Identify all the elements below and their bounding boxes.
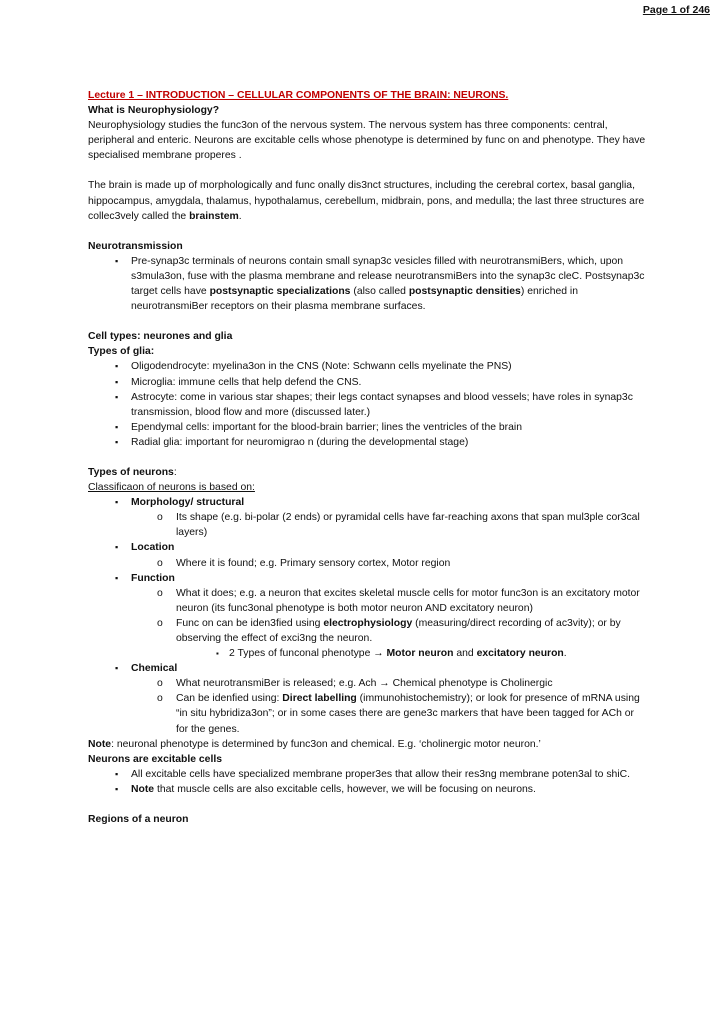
list-item: ▪ Pre-synap3c terminals of neurons contain small synap3c vesicles filled with neurotransmiBers, which, upon s3mula3on, fuse with the plasma membrane and release neurotransmiBers into the synap3c cleC. Postsynap3c target cells have postsynaptic specializations (also called postsynaptic densities) enriched in neurotransmiBer receptors on their plasma membrane surfaces. (88, 254, 648, 314)
neurotransmission-list (88, 254, 648, 314)
sub-list-item: o Can be idenfied using: Direct labelling (immunohistochemistry); or look for presence of mRNA using “in situ hybridiza3on”; or in some cases there are gene3c markers that have been tagged for ACh or for the genes. (88, 691, 648, 736)
sub-sub-list-item: ▪ 2 Types of funconal phenotype → Motor neuron and excitatory neuron. (88, 646, 648, 661)
list-item: ▪ Note that muscle cells are also excitable cells, however, we will be focusing on neurons. (88, 782, 648, 797)
heading-excitable-cells: Neurons are excitable cells (88, 753, 222, 765)
sub-list-item: o Its shape (e.g. bi-polar (2 ends) or pyramidal cells have far-reaching axons that span mul3ple cor3cal layers) (88, 510, 648, 540)
heading-neurotransmission: Neurotransmission (88, 240, 183, 252)
list-item: ▪ Function (88, 571, 648, 586)
list-item: ▪ Location (88, 540, 648, 555)
heading-types-of-neurons: Types of neurons: (88, 466, 177, 478)
list-item: ▪ All excitable cells have specialized membrane proper3es that allow their res3ng membrane poten3al to shiC. (88, 767, 648, 782)
heading-cell-types: Cell types: neurones and glia (88, 331, 233, 343)
note-phenotype: Note: neuronal phenotype is determined by func3on and chemical. E.g. ‘cholinergic motor neuron.’ (88, 738, 541, 750)
sub-list-item: o What it does; e.g. a neuron that excites skeletal muscle cells for motor func3on is an excitatory motor neuron (its func3onal phenotype is both motor neuron AND excitatory neuron) (88, 586, 648, 616)
classification-line: Classificaon of neurons is based on: (88, 482, 255, 494)
list-item: ▪ Chemical (88, 661, 648, 676)
list-item: ▪ Oligodendrocyte: myelina3on in the CNS (Note: Schwann cells myelinate the PNS) (88, 359, 648, 374)
heading-types-of-glia: Types of glia: (88, 346, 155, 358)
paragraph-brain-structures: The brain is made up of morphologically and func onally dis3nct structures, including the cerebral cortex, basal ganglia, hippocampus, amygdala, thalamus, hypothalamus, cerebellum, midbrain, pons, and medulla; the last three structures are collec3vely called the brainstem. (88, 180, 645, 222)
classification-list (88, 495, 648, 737)
sub-list-item: o Func on can be iden3fied using electrophysiology (measuring/direct recording of ac3vity); or by observing the effect of exci3ng the neuron. (88, 616, 648, 646)
document-body (88, 88, 648, 827)
page-number: Page 1 of 246 (642, 4, 710, 16)
list-item: ▪ Morphology/ structural (88, 495, 648, 510)
list-item: ▪ Ependymal cells: important for the blood-brain barrier; lines the ventricles of the brain (88, 420, 648, 435)
list-item: ▪ Radial glia: important for neuromigrao n (during the developmental stage) (88, 435, 648, 450)
list-item: ▪ Astrocyte: come in various star shapes; their legs contact synapses and blood vessels; have roles in synap3c transmission, blood flow and more (discussed later.) (88, 390, 648, 420)
sub-list-item: o What neurotransmiBer is released; e.g. Ach → Chemical phenotype is Cholinergic (88, 676, 648, 691)
list-item: ▪ Microglia: immune cells that help defend the CNS. (88, 375, 648, 390)
heading-regions-of-neuron: Regions of a neuron (88, 814, 189, 826)
heading-what-is-neurophysiology: What is Neurophysiology? (88, 105, 220, 117)
lecture-title: Lecture 1 – INTRODUCTION – CELLULAR COMPONENTS OF THE BRAIN: NEURONS. (88, 90, 509, 101)
excitable-list (88, 767, 648, 797)
paragraph-intro: Neurophysiology studies the func3on of the nervous system. The nervous system has three components: central, peripheral and enteric. Neurons are excitable cells whose phenotype is determined by func on and phenotype. They have specialised membrane properes . (88, 120, 646, 162)
glia-list (88, 359, 648, 450)
sub-list-item: o Where it is found; e.g. Primary sensory cortex, Motor region (88, 556, 648, 571)
